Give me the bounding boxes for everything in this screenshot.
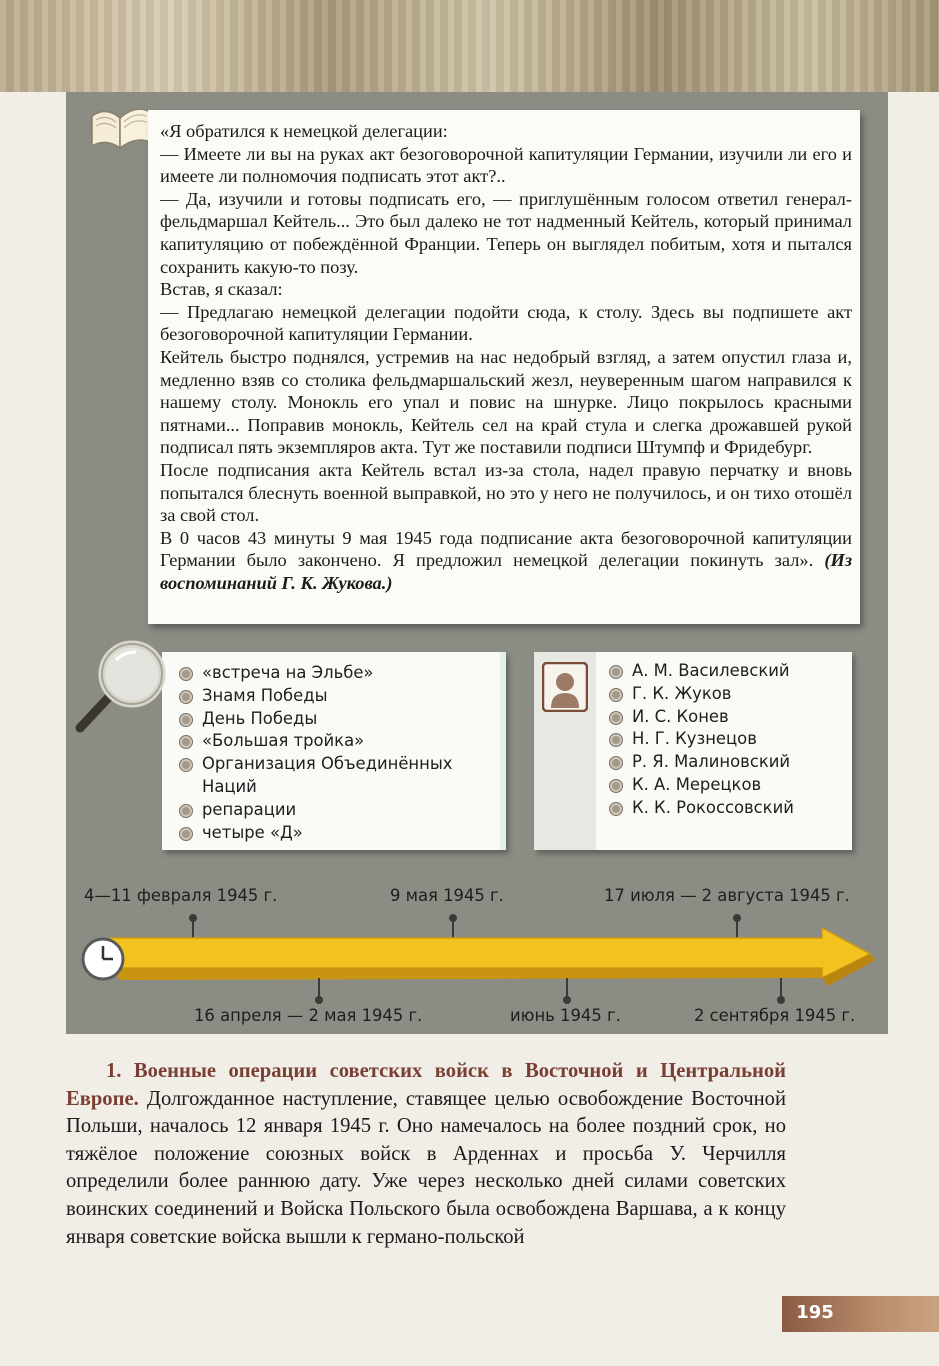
- timeline-tick: [780, 978, 782, 1000]
- section-text: Долгожданное наступление, ставящее целью освобождение Восточной Польши, началось 12 января 1945 г. Оно намечалось на более поздний срок, но тяжёлое положение союзных войск в Арденнах и просьба У. Черчилля определили более раннюю дату. Уже через несколько дней силами советских воинских соединений и Войска Польского была освобождена Варшава, а к концу января советские войска вышли к германо-польской: [66, 1087, 786, 1248]
- quote-paragraph: Кейтель быстро поднялся, устремив на нас недобрый взгляд, а затем опустил глаза и, медленно взяв со столика фельдмаршальский жезл, неуверенным шагом направился к нашему столу. Монокль его упал и повис на шнурке. Лицо покрылось красными пятнами... Поправив монокль, Кейтель сел на край стула и слегка дрожавшей рукой подписал пять экземпляров акта. Тут же поставили подписи Штумпф и Фридебург.: [160, 346, 852, 458]
- quote-source: (Из воспоминаний Г. К. Жукова.): [160, 550, 852, 593]
- list-item: Знамя Победы: [176, 685, 496, 708]
- page-number: 195: [796, 1302, 834, 1323]
- quote-paragraph: «Я обратился к немецкой делегации:: [160, 121, 448, 141]
- list-item: «встреча на Эльбе»: [176, 662, 496, 685]
- list-item: четыре «Д»: [176, 822, 496, 845]
- timeline-label: 4—11 февраля 1945 г.: [84, 886, 278, 905]
- timeline-tick: [318, 978, 320, 1000]
- quote-paragraph: — Да, изучили и готовы подписать его, — приглушённым голосом ответил генерал-фельдмаршал Кейтель... Это был далеко не тот надменный Кейтель, который принимал капитуляцию от побеждённой Франции. Теперь он выглядел побитым, хотя и пытался сохранить какую-то позу.: [160, 188, 852, 277]
- timeline-label: 2 сентября 1945 г.: [694, 1006, 856, 1025]
- open-book-icon: [86, 96, 156, 154]
- persons-list: [606, 660, 846, 820]
- timeline-arrow: [80, 920, 880, 1000]
- list-item: К. А. Мерецков: [606, 774, 846, 797]
- quote-paragraph: — Предлагаю немецкой делегации подойти сюда, к столу. Здесь вы подпишете акт безоговорочной капитуляции Германии.: [160, 301, 852, 345]
- decorative-banner: [0, 0, 939, 92]
- timeline-label: 16 апреля — 2 мая 1945 г.: [194, 1006, 423, 1025]
- magnifier-icon: [70, 636, 172, 736]
- key-terms-list: [176, 662, 496, 844]
- list-item: Н. Г. Кузнецов: [606, 728, 846, 751]
- quote-card: [148, 110, 860, 624]
- portrait-icon: [542, 662, 588, 712]
- list-item: «Большая тройка»: [176, 730, 496, 753]
- key-terms-card: [162, 652, 506, 850]
- list-item: И. С. Конев: [606, 706, 846, 729]
- list-item: Организация Объединённых Наций: [176, 753, 496, 799]
- section-heading: 1. Военные операции советских войск в Восточной и Центральной Европе.: [66, 1060, 786, 1110]
- quote-paragraph: После подписания акта Кейтель встал из-за стола, надел правую перчатку и вновь попытался блеснуть военной выправкой, но это у него не получилось, и он тихо отошёл за свой стол.: [160, 459, 852, 526]
- timeline-label: 9 мая 1945 г.: [390, 886, 504, 905]
- clock-icon: [80, 936, 126, 982]
- section-paragraph: [66, 1058, 786, 1251]
- list-item: К. К. Рокоссовский: [606, 797, 846, 820]
- timeline-label: 17 июля — 2 августа 1945 г.: [604, 886, 850, 905]
- list-item: Г. К. Жуков: [606, 683, 846, 706]
- quote-paragraph: Встав, я сказал:: [160, 279, 283, 300]
- list-item: А. М. Василевский: [606, 660, 846, 683]
- list-item: Р. Я. Малиновский: [606, 751, 846, 774]
- timeline-tick: [566, 978, 568, 1000]
- quote-paragraph: — Имеете ли вы на руках акт безоговорочной капитуляции Германии, изучили ли его и имеете ли полномочия подписать этот акт?..: [160, 143, 852, 187]
- persons-card: [534, 652, 852, 850]
- list-item: День Победы: [176, 708, 496, 731]
- quote-paragraph: [160, 527, 852, 595]
- quote-last-paragraph: В 0 часов 43 минуты 9 мая 1945 года подписание акта безоговорочной капитуляции Германии было закончено. Я предложил немецкой делегации покинуть зал».: [160, 527, 852, 571]
- timeline-label: июнь 1945 г.: [510, 1006, 621, 1025]
- list-item: репарации: [176, 799, 496, 822]
